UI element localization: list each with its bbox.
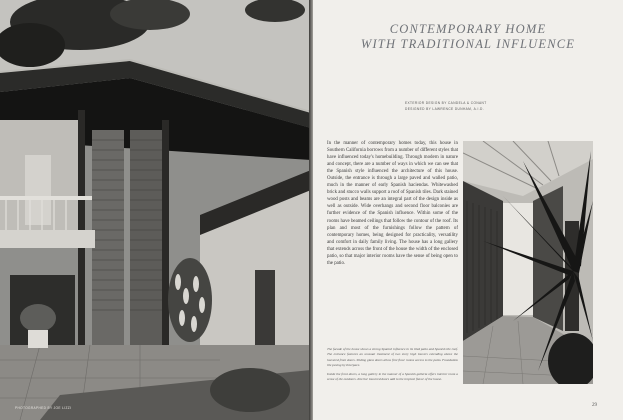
- photo-caption-gallery: Inside the front doors, a long gallery in the manner of a Spanish galleria offers interior room a sense of the outdoors. Interior louvered doors add to the tropical flavor of the house.: [327, 372, 458, 382]
- gallery-interior-photo: [463, 141, 593, 384]
- page-number: 29: [592, 403, 597, 408]
- gallery-photo: [463, 141, 593, 384]
- byline-line-2: DESIGNED BY LAWRENCE DUNHAM, A.I.D.: [405, 107, 484, 111]
- photo-caption-facade: The facade of the house shows a strong Spanish influence in its tiled patio and Spanish tile roof. The entrance features an unusual treatment of two story high louvers extending above the louvered front doors. Sliding glass doors allow first floor rooms access to the patio. Foundation tile paving by Interpace.: [327, 347, 458, 368]
- byline: [405, 100, 487, 112]
- photo-credit: PHOTOGRAPHED BY JOE LIZZI: [15, 406, 72, 410]
- title-line-1: CONTEMPORARY HOME: [389, 22, 547, 36]
- byline-line-1: EXTERIOR DESIGN BY CANDELA & CONANT: [405, 101, 487, 105]
- right-page: [313, 0, 623, 420]
- article-title: [313, 22, 623, 52]
- article-body: In the manner of contemporary homes today, this house in Southern California borrows from a number of different styles that have influenced today's homebuilding. Through modern in nature and concept, there are a number of ways in which we can see that the Spanish style influenced the architecture of this house. Outside, the entrance is through a large paved and walled patio, much in the manner of early Spanish haciendas. Whitewashed brick and stucco walls support a roof of Spanish tiles. Dark stained wood posts and beams are an integral part of the design inside as well as outside. Wide overhangs and second floor balconies are further evidence of the Spanish influence. Within some of the rooms have beamed ceilings that follow the contour of the roof. Its plan and most of the furnishings follow the pattern of contemporary homes, being designed for practicality, versatility and comfort in daily family living. The house has a long gallery that extends across the front of the house the width of the enclosed patio, so that major interior rooms have the sense of being open to the patio.: [327, 141, 458, 266]
- left-page-photo: [0, 0, 311, 420]
- courtyard-house-photo: [0, 0, 311, 420]
- title-line-2: WITH TRADITIONAL INFLUENCE: [360, 37, 576, 51]
